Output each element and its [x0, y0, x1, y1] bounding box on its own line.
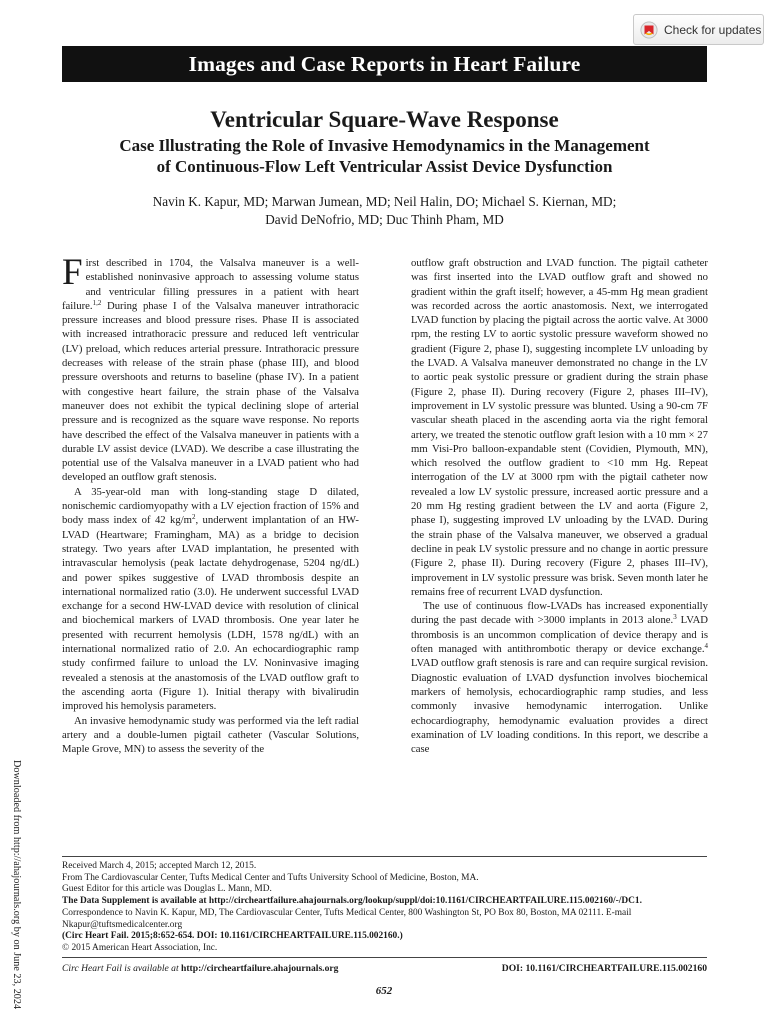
crossmark-icon	[640, 21, 658, 39]
text-run: LVAD thrombosis is an uncommon complication of device therapy and is often managed with antithrombotic therapy or device exchange.	[411, 614, 709, 656]
reference-link[interactable]: 1,2	[92, 298, 102, 307]
paragraph-continued: outflow graft obstruction and LVAD function. The pigtail catheter was first inserted into the LVAD outflow graft and showed no gradient within the graft itself; however, a 45-mm Hg mean gradient was recorded across the aortic anastomosis. Next, we interrogated LVAD function by placing the pigtail across the aortic valve. At 3000 rpm, the resting LV to aortic systolic pressure waveform showed no gradient (Figure 2, phase I), suggesting incomplete LV unloading by the LVAD. A Valsalva maneuver demonstrated no change in the LV to aortic peak systolic pressure or gradient during the strain phase (Figure 2, phase II). During recovery (Figure 2, phases III–IV), improvement in LV systolic pressure was blunted. Using a 90-cm 7F vascular sheath placed in the ascending aorta via the right femoral artery, we treated the stenotic outflow graft lesion with a 10 mm × 27 mm Visi-Pro balloon-expandable stent (Covidien, Plymouth, MN), which resolved the outflow gradient to <10 mm Hg. Repeat interrogation of the LV at 3000 rpm with the pigtail catheter now revealed a low LV systolic pressure, increased aortic pressure and a 20 mm Hg resting gradient between the LV and aorta (Figure 2, phase I), suggesting improved LV unloading by the LVAD. During the strain phase of the Valsalva maneuver, we observed a gradual decline in peak LV systolic pressure and no change in aortic pressure (Figure 2, phase II). During recovery (Figure 2, phases III–IV), improvement in LV systolic pressure was brisk. Seven month later he remains free of recurrent LVAD dysfunction.	[411, 257, 708, 598]
body-column-left	[62, 252, 359, 756]
subtitle-line-1: Case Illustrating the Role of Invasive Hemodynamics in the Management	[119, 136, 650, 155]
check-for-updates-label: Check for updates	[664, 22, 762, 37]
page-footer	[62, 963, 707, 974]
text-run: LVAD outflow graft stenosis is rare and can require surgical revision. Diagnostic evaluation of LVAD dysfunction involves biochemical markers of hemolysis, echocardiographic ramp studies, and less commonly invasive hemodynamic interrogation. Unlike echocardiography, hemodynamic evaluation provides a direct examination of LV loading conditions. In this report, we describe a case	[411, 657, 708, 756]
check-for-updates-button[interactable]	[633, 14, 764, 45]
download-note: Downloaded from http://ahajournals.org by on June 23, 2024	[11, 760, 22, 1010]
reference-link[interactable]: 3	[673, 613, 677, 622]
note-email-link[interactable]: Nkapur@tuftsmedicalcenter.org	[62, 919, 183, 930]
note-copyright: © 2015 American Heart Association, Inc.	[62, 942, 218, 953]
text-run: , underwent implantation of an HW-LVAD (Heartware; Framingham, MA) as a bridge to decision strategy. Two years after LVAD implantation, he presented with intravascular hemolysis (peak lactate dehydrogenase, 5204 ng/dL) and power spikes suggestive of LVAD thrombosis despite an international normalized ratio (3.0). He underwent successful LVAD exchange for a second HW-LVAD device with resolution of clinical and biochemical markers of LVAD thrombosis. One year later he presented with recurrent hemolysis (LDH, 1578 ng/dL) with an international normalized ratio of 2.0. An echocardiographic ramp study confirmed failure to unload the LV. Noninvasive imaging revealed a stenosis at the anastomosis of the LVAD outflow graft to the ascending aorta (Figure 1). Initial therapy with bivalirudin improved his hemolysis parameters.	[62, 514, 359, 713]
note-guest-editor: Guest Editor for this article was Douglas L. Mann, MD.	[62, 884, 272, 895]
footnote-divider	[62, 856, 707, 857]
paragraph-hemodynamic-study: An invasive hemodynamic study was performed via the left radial artery and a double-lumen pigtail catheter (Vascular Solutions, Maple Grove, MN) to assess the severity of the	[62, 714, 359, 756]
footer-text: is available at	[121, 963, 182, 974]
text-run: A 35-year-old man with long-standing stage D dilated, nonischemic cardiomyopathy with a LV ejection fraction of 15% and body mass index of 42 kg/m	[62, 485, 359, 527]
paragraph-intro	[62, 252, 359, 485]
author-list	[62, 193, 707, 228]
page-number: 652	[375, 985, 393, 997]
superscript: 2	[191, 513, 196, 522]
footer-doi: DOI: 10.1161/CIRCHEARTFAILURE.115.002160	[501, 963, 707, 974]
footer-availability	[62, 963, 338, 974]
section-banner: Images and Case Reports in Heart Failure	[62, 46, 707, 82]
text-run: The use of continuous flow-LVADs has increased exponentially during the past decade with >3000 implants in 2013 alone.	[411, 600, 708, 627]
note-affiliation: From The Cardiovascular Center, Tufts Medical Center and Tufts University School of Medicine, Boston, MA.	[62, 872, 479, 883]
text-run: During phase I of the Valsalva maneuver intrathoracic pressure increases and blood pressure rises. Phase II is associated with increased intrathoracic pressure and reduced left ventricular (LV) preload, which reduces arterial pressure. Intrathoracic pressure decreases with release of the strain phase (phase III), and blood pressure overshoots and returns to baseline (phase IV). In a patient with congestive heart failure, the strain phase of the Valsalva maneuver does not exhibit the typical declining slope of arterial pressure and is recognized as the square wave response. No reports have described the effect of the Valsalva maneuver in patients with a durable LV assist device (LVAD). We describe a case illustrating the potential use of the Valsalva maneuver in a LVAD patient who had developed an outflow graft stenosis.	[62, 299, 359, 484]
body-column-right	[411, 256, 708, 756]
article-notes	[62, 861, 707, 955]
note-received: Received March 4, 2015; accepted March 12, 2015.	[62, 861, 257, 871]
paragraph-discussion	[411, 599, 708, 756]
note-data-supplement-link[interactable]: The Data Supplement is available at http://circheartfailure.ahajournals.org/lookup/suppl/doi:10.1161/CIRCHEARTFAILURE.115.002160/-/DC1.	[62, 896, 642, 907]
article-title: Ventricular Square-Wave Response	[210, 107, 559, 132]
article-subtitle	[62, 136, 707, 177]
drop-cap: F	[62, 252, 83, 293]
text-run: irst described in 1704, the Valsalva maneuver is a well-established noninvasive approach to assessing volume status and ventricular filling pressures in a patient with heart failure.	[62, 257, 359, 312]
footer-journal: Circ Heart Fail	[62, 963, 122, 974]
paragraph-case	[62, 485, 359, 714]
subtitle-line-2: of Continuous-Flow Left Ventricular Assist Device Dysfunction	[156, 156, 613, 176]
authors-line-2: David DeNofrio, MD; Duc Thinh Pham, MD	[265, 211, 504, 227]
authors-line-1: Navin K. Kapur, MD; Marwan Jumean, MD; Neil Halin, DO; Michael S. Kiernan, MD;	[152, 194, 617, 209]
note-correspondence: Correspondence to Navin K. Kapur, MD, The Cardiovascular Center, Tufts Medical Center, 800 Washington St, PO Box 80, Boston, MA 02111. E-mail	[62, 907, 632, 918]
note-citation: (Circ Heart Fail. 2015;8:652-654. DOI: 10.1161/CIRCHEARTFAILURE.115.002160.)	[62, 931, 403, 942]
footer-url-link[interactable]: http://circheartfailure.ahajournals.org	[181, 963, 339, 974]
footer-divider	[62, 957, 707, 958]
reference-link[interactable]: 4	[704, 642, 708, 651]
